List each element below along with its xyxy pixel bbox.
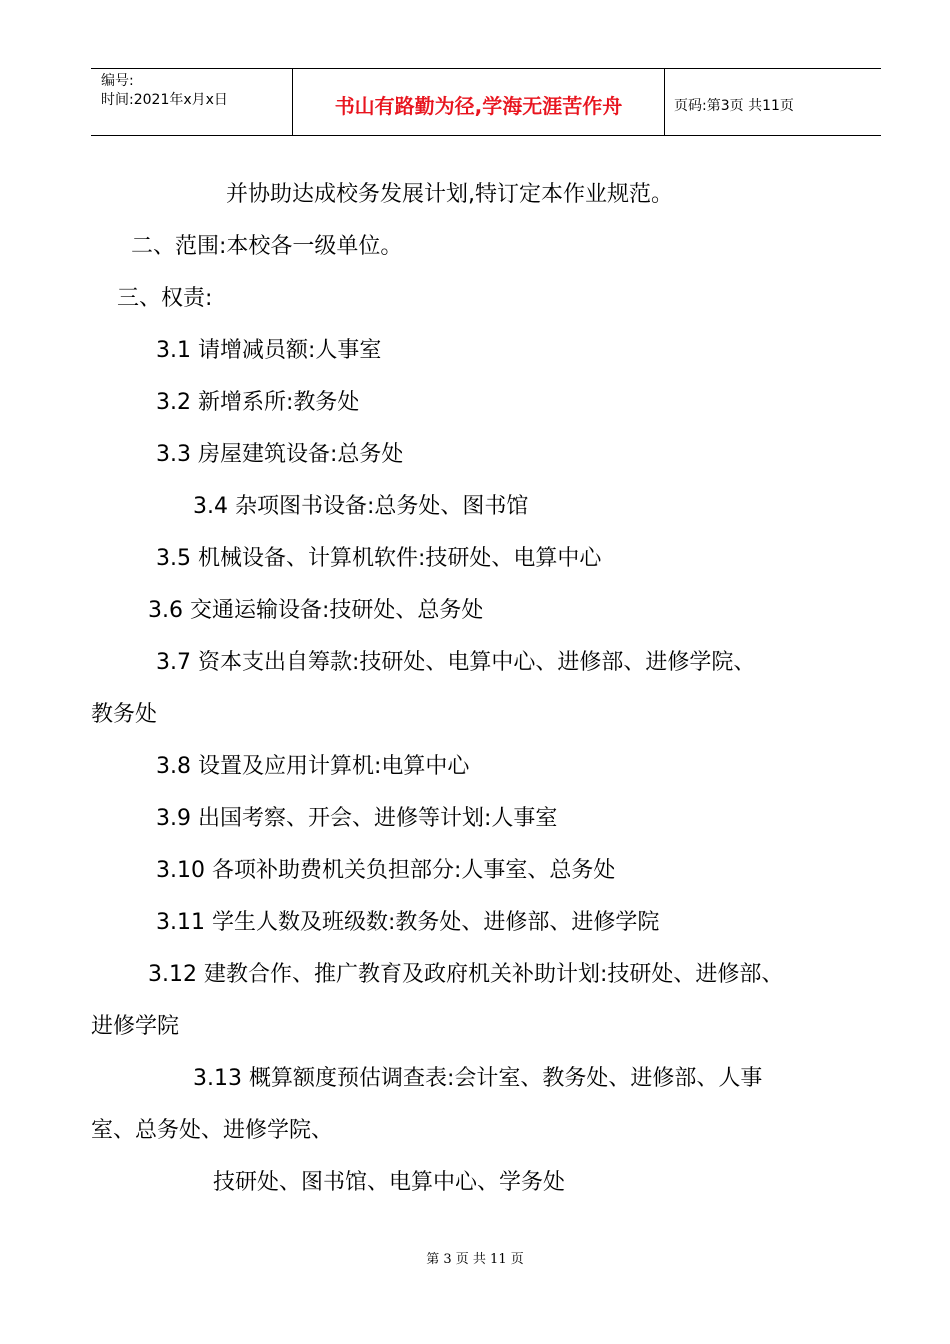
section-heading-responsibility: 三、权责:: [117, 286, 213, 311]
document-time-label: 时间:2021年x月x日: [101, 92, 228, 108]
list-item: 3.11 学生人数及班级数:教务处、进修部、进修学院: [156, 910, 660, 935]
page-footer: [0, 1248, 950, 1267]
list-item: 3.4 杂项图书设备:总务处、图书馆: [193, 494, 529, 519]
list-item: 3.3 房屋建筑设备:总务处: [156, 442, 404, 467]
list-item: 3.2 新增系所:教务处: [156, 390, 360, 415]
document-number-label: 编号:: [101, 73, 134, 89]
list-item: 3.9 出国考察、开会、进修等计划:人事室: [156, 806, 558, 831]
list-item: 3.8 设置及应用计算机:电算中心: [156, 754, 470, 779]
section-heading-scope: 二、范围:本校各一级单位。: [131, 234, 403, 259]
body-line: 并协助达成校务发展计划,特订定本作业规范。: [226, 182, 673, 207]
header-page-cell: [665, 69, 881, 135]
list-item: 3.10 各项补助费机关负担部分:人事室、总务处: [156, 858, 616, 883]
header-page-info: 页码:第3页 共11页: [674, 98, 794, 114]
list-item-continuation: 进修学院: [91, 1014, 180, 1039]
list-item: 3.12 建教合作、推广教育及政府机关补助计划:技研处、进修部、: [148, 962, 784, 987]
list-item: 3.7 资本支出自筹款:技研处、电算中心、进修部、进修学院、: [156, 650, 756, 675]
header-motto: 书山有路勤为径,学海无涯苦作舟: [334, 94, 623, 118]
list-item-continuation: 技研处、图书馆、电算中心、学务处: [213, 1170, 566, 1195]
document-header: [91, 68, 881, 136]
list-item: 3.5 机械设备、计算机软件:技研处、电算中心: [156, 546, 602, 571]
header-motto-cell: [293, 69, 665, 135]
list-item: 3.13 概算额度预估调查表:会计室、教务处、进修部、人事: [193, 1066, 763, 1091]
footer-page-number: 第 3 页 共 11 页: [426, 1252, 524, 1267]
list-item-continuation: 教务处: [91, 702, 158, 727]
header-meta-cell: [91, 69, 293, 135]
list-item-continuation: 室、总务处、进修学院、: [91, 1118, 334, 1143]
list-item: 3.6 交通运输设备:技研处、总务处: [148, 598, 484, 623]
list-item: 3.1 请增减员额:人事室: [156, 338, 382, 363]
